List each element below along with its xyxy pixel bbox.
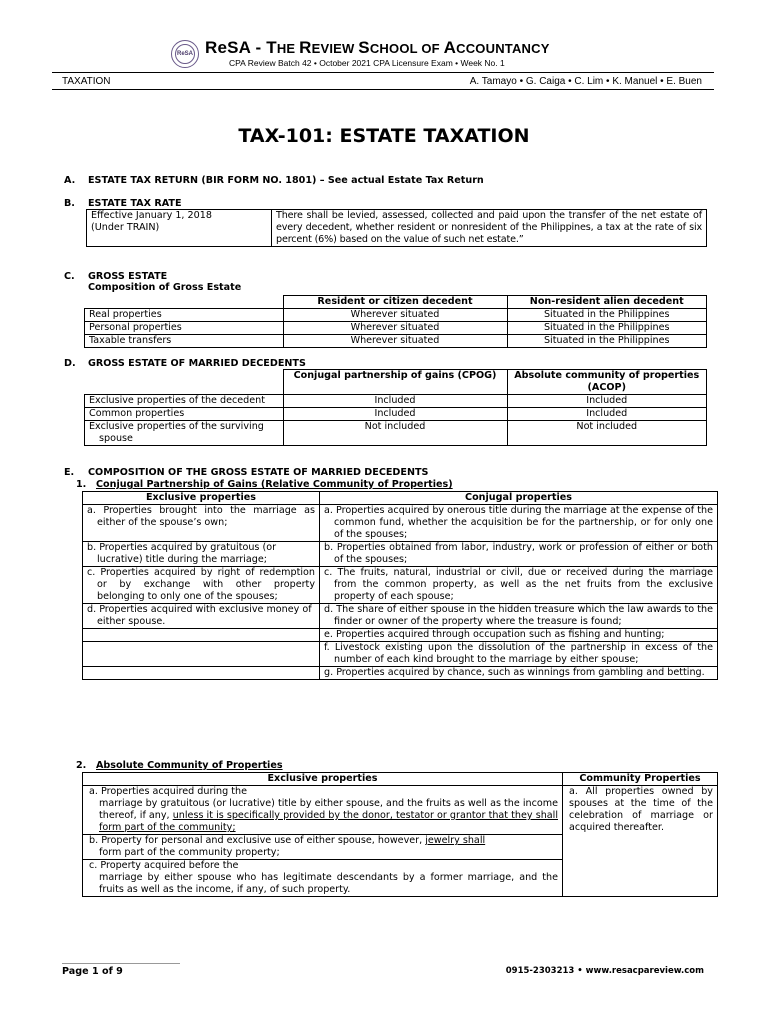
logo-text: ReSA xyxy=(175,44,195,64)
cell-value: Wherever situated xyxy=(283,335,507,348)
exclusive-cell xyxy=(83,642,320,667)
cell-value: Not included xyxy=(283,421,507,446)
exclusive-cell xyxy=(83,786,563,835)
subsection-text: Absolute Community of Properties xyxy=(96,760,283,771)
acp-text: marriage by gratuitous (or lucrative) title by either spouse, and the fruits as well as the income thereof, if any, xyxy=(99,798,558,821)
table-row xyxy=(83,629,718,642)
exclusive-cell: b. Properties acquired by gratuitous (or lucrative) title during the marriage; xyxy=(83,542,320,567)
gross-estate-table xyxy=(84,295,707,348)
exclusive-cell xyxy=(83,667,320,680)
section-e-heading xyxy=(64,467,428,478)
acp-item-c-body: marriage by either spouse who has legitimate descendants by a former marriage, and the fruits as well as the income, if any, of such property. xyxy=(99,872,558,895)
estate-tax-rate-table xyxy=(86,209,707,247)
exclusive-cell: c. Properties acquired by right of redemption or by exchange with other property belonging to only one of the spouses; xyxy=(83,567,320,604)
table-row xyxy=(83,642,718,667)
table-row xyxy=(83,567,718,604)
section-letter: D. xyxy=(64,358,76,369)
subsection-number: 1. xyxy=(76,479,87,490)
rate-text-cell: There shall be levied, assessed, collected and paid upon the transfer of the net estate of every decedent, whether resident or nonresident of the Philippines, a tax at the rate of six percent (6%) based on the value of such net estate.” xyxy=(272,210,707,247)
subsection-text: Conjugal Partnership of Gains (Relative Community of Properties) xyxy=(96,479,453,490)
org-name-part: CHOOL OF xyxy=(369,41,444,56)
header-cell: Community Properties xyxy=(563,773,718,786)
header-bar xyxy=(52,72,714,90)
exclusive-cell xyxy=(83,860,563,897)
authors-label: A. Tamayo • G. Caiga • C. Lim • K. Manuel • E. Buen xyxy=(469,76,702,87)
cell-value: Situated in the Philippines xyxy=(507,335,707,348)
table-row xyxy=(83,667,718,680)
conjugal-cell: e. Properties acquired through occupation such as fishing and hunting; xyxy=(320,629,718,642)
table-header-row xyxy=(83,492,718,505)
row-label: Taxable transfers xyxy=(85,335,284,348)
table-row xyxy=(85,421,707,446)
table-row xyxy=(85,309,707,322)
cpg-subheading xyxy=(76,479,453,490)
batch-line: CPA Review Batch 42 • October 2021 CPA Licensure Exam • Week No. 1 xyxy=(229,58,505,68)
row-label: Exclusive properties of the surviving spouse xyxy=(85,421,284,446)
section-text: ESTATE TAX RETURN (BIR FORM NO. 1801) – See actual Estate Tax Return xyxy=(88,175,484,186)
acp-underlined-text: unless it is specifically provided by the donor, testator or grantor that they shall form part of the community; xyxy=(99,810,558,833)
org-name xyxy=(205,38,550,58)
table-row xyxy=(83,786,718,835)
table-row xyxy=(85,408,707,421)
cell-value: Included xyxy=(507,395,707,408)
table-row xyxy=(85,335,707,348)
page-number: Page 1 of 9 xyxy=(62,966,123,977)
section-text: GROSS ESTATE OF MARRIED DECEDENTS xyxy=(88,358,306,369)
section-letter: E. xyxy=(64,467,75,478)
section-text: COMPOSITION OF THE GROSS ESTATE OF MARRIED DECEDENTS xyxy=(88,467,429,478)
row-label: Exclusive properties of the decedent xyxy=(85,395,284,408)
cell-value: Included xyxy=(283,408,507,421)
subsection-number: 2. xyxy=(76,760,87,771)
row-label: Personal properties xyxy=(85,322,284,335)
acp-item-b-cont: form part of the community property; xyxy=(99,847,280,858)
conjugal-cell: g. Properties acquired by chance, such as winnings from gambling and betting. xyxy=(320,667,718,680)
table-row xyxy=(83,542,718,567)
org-name-part: ReSA - T xyxy=(205,38,277,57)
table-header-row xyxy=(85,370,707,395)
header-cell: Exclusive properties xyxy=(83,773,563,786)
section-a-heading xyxy=(64,175,484,186)
table-row xyxy=(85,322,707,335)
acp-subheading xyxy=(76,760,283,771)
exclusive-cell xyxy=(83,629,320,642)
cell-value: Situated in the Philippines xyxy=(507,309,707,322)
exclusive-cell xyxy=(83,835,563,860)
section-c-subtitle: Composition of Gross Estate xyxy=(88,282,242,293)
org-name-part: CCOUNTANCY xyxy=(456,41,550,56)
section-text: GROSS ESTATE xyxy=(88,271,168,282)
resa-logo xyxy=(171,40,199,68)
acp-item-b xyxy=(89,835,558,847)
section-c-heading xyxy=(64,271,167,282)
acp-text: b. Property for personal and exclusive use of either spouse, however, xyxy=(89,835,426,846)
footer-contact: 0915-2303213 • www.resacpareview.com xyxy=(505,966,704,976)
header-cell: Exclusive properties xyxy=(83,492,320,505)
section-b-heading xyxy=(64,198,182,209)
married-decedents-table xyxy=(84,369,707,446)
acp-underlined-text: jewelry shall xyxy=(425,835,486,846)
section-letter: C. xyxy=(64,271,75,282)
table-header-row xyxy=(85,296,707,309)
page-title: TAX-101: ESTATE TAXATION xyxy=(238,125,530,147)
header-cell xyxy=(85,370,284,395)
org-name-part: EVIEW xyxy=(311,41,359,56)
cell-value: Wherever situated xyxy=(283,309,507,322)
conjugal-cell: b. Properties obtained from labor, industry, work or profession of either or both of the spouses; xyxy=(320,542,718,567)
conjugal-cell: d. The share of either spouse in the hidden treasure which the law awards to the finder or owner of the property where the treasure is found; xyxy=(320,604,718,629)
table-row xyxy=(87,210,707,247)
exclusive-cell: d. Properties acquired with exclusive money of either spouse. xyxy=(83,604,320,629)
section-letter: A. xyxy=(64,175,76,186)
acp-table xyxy=(82,772,718,897)
org-name-part: A xyxy=(443,38,457,57)
header-cell: Non-resident alien decedent xyxy=(507,296,707,309)
cpg-table xyxy=(82,491,718,680)
table-row xyxy=(83,604,718,629)
cell-value: Included xyxy=(507,408,707,421)
conjugal-cell: a. Properties acquired by onerous title during the marriage at the expense of the common fund, whether the acquisition be for the partnership, or for only one of the spouses; xyxy=(320,505,718,542)
table-header-row xyxy=(83,773,718,786)
org-name-part: S xyxy=(358,38,370,57)
acp-item-a-lead: a. Properties acquired during the xyxy=(89,786,248,797)
header-cell: Resident or citizen decedent xyxy=(283,296,507,309)
conjugal-cell: c. The fruits, natural, industrial or civil, due or received during the marriage from the common property, as well as the net fruits from the exclusive property of each spouse; xyxy=(320,567,718,604)
header-cell: Conjugal properties xyxy=(320,492,718,505)
exclusive-cell: a. Properties brought into the marriage as either of the spouse’s own; xyxy=(83,505,320,542)
row-label: Common properties xyxy=(85,408,284,421)
table-row xyxy=(83,505,718,542)
header-cell: Conjugal partnership of gains (CPOG) xyxy=(283,370,507,395)
cell-value: Situated in the Philippines xyxy=(507,322,707,335)
org-name-part: R xyxy=(299,38,312,57)
footer-divider xyxy=(62,963,180,964)
conjugal-cell: f. Livestock existing upon the dissolution of the partnership in excess of the number of each kind brought to the marriage by either spouse; xyxy=(320,642,718,667)
section-d-heading xyxy=(64,358,306,369)
header-cell: Absolute community of properties (ACOP) xyxy=(507,370,707,395)
community-cell: a. All properties owned by spouses at the time of the celebration of marriage or acquired thereafter. xyxy=(563,786,718,897)
effective-date-cell: Effective January 1, 2018 (Under TRAIN) xyxy=(87,210,272,247)
acp-item-c-lead: c. Property acquired before the xyxy=(89,860,239,871)
cell-value: Not included xyxy=(507,421,707,446)
section-letter: B. xyxy=(64,198,75,209)
table-row xyxy=(85,395,707,408)
cell-value: Included xyxy=(283,395,507,408)
subject-label: TAXATION xyxy=(62,76,111,87)
org-name-part: HE xyxy=(276,41,300,56)
header-cell xyxy=(85,296,284,309)
row-label: Real properties xyxy=(85,309,284,322)
acp-item-a-body xyxy=(89,798,558,834)
cell-value: Wherever situated xyxy=(283,322,507,335)
section-text: ESTATE TAX RATE xyxy=(88,198,182,209)
